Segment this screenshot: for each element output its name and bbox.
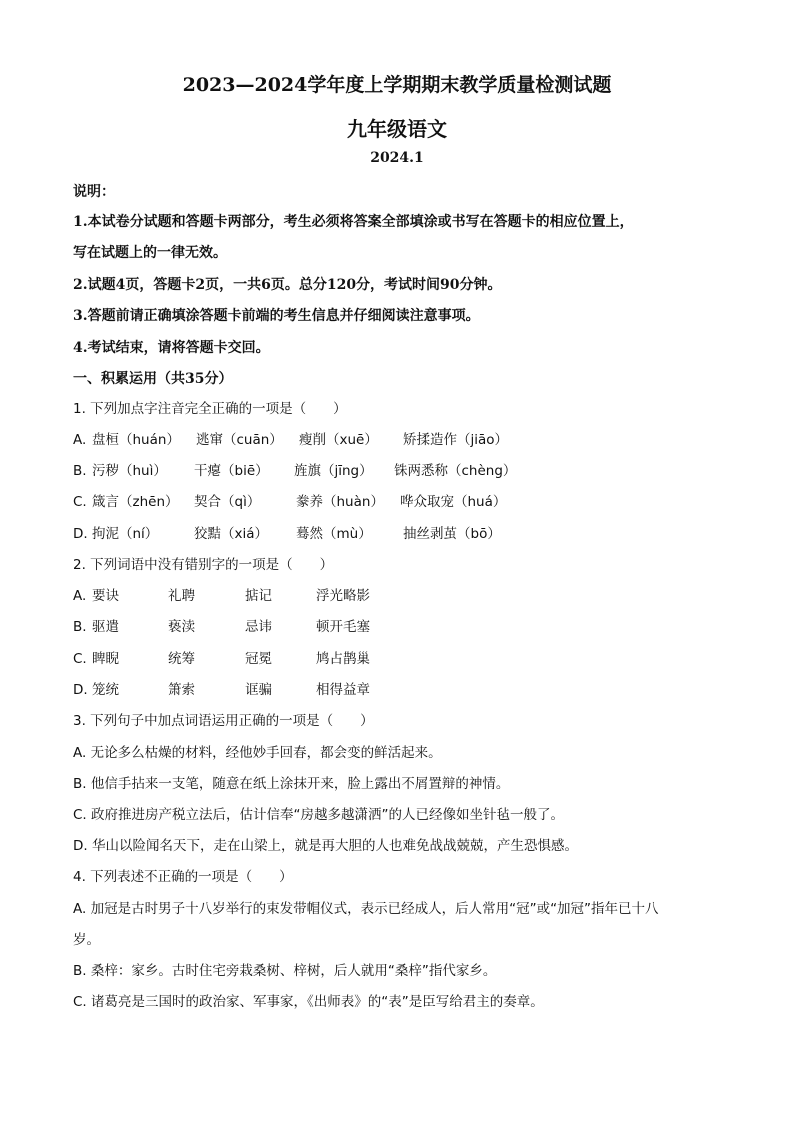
option-item: 箴言（zhēn） [92,494,179,510]
option-label: A. [73,432,87,448]
option-item: 驱遣 [92,619,119,635]
option-item: 箫索 [168,682,195,698]
note-line: 1.本试卷分试题和答题卡两部分，考生必须将答案全部填涂或书写在答题卡的相应位置上， [73,214,634,230]
option-item: 掂记 [245,588,272,604]
option-item: 浮光略影 [316,588,370,604]
option-label: B. [73,463,87,479]
question-2-stem: 2. 下列词语中没有错别字的一项是（ ） [73,557,334,573]
option-label: C. [73,494,87,510]
option-label: D. [73,526,88,542]
option-item: 矫揉造作（jiāo） [403,432,509,448]
note-line: 4.考试结束，请将答题卡交回。 [73,340,270,356]
option-item: 盘桓（huán） [92,432,180,448]
question-4-stem: 4. 下列表述不正确的一项是（ ） [73,869,293,885]
option-item: 旌旗（jīng） [294,463,373,479]
question-4-option-b: B. 桑梓：家乡。古时住宅旁栽桑树、梓树，后人就用“桑梓”指代家乡。 [73,963,497,979]
option-label: B. [73,619,87,635]
option-item: 契合（qì） [194,494,261,510]
option-item: 亵渎 [168,619,195,635]
question-3-option-d: D. 华山以险闻名天下，走在山梁上，就是再大胆的人也难免战战兢兢，产生恐惧感。 [73,838,578,854]
option-item: 要诀 [92,588,119,604]
option-label: C. [73,651,87,667]
note-line: 2.试题4页，答题卡2页，一共6页。总分120分，考试时间90分钟。 [73,277,502,293]
exam-title: 2023—2024学年度上学期期末教学质量检测试题 [182,74,612,96]
option-item: 礼聘 [168,588,195,604]
option-item: 统筹 [168,651,195,667]
option-item: 笼统 [92,682,119,698]
option-item: 拘泥（ní） [92,526,159,542]
exam-subject: 九年级语文 [347,117,447,141]
option-item: 豢养（huàn） [296,494,384,510]
exam-date: 2024.1 [370,150,424,166]
question-3-option-c: C. 政府推进房产税立法后，估计信奉“房越多越潇洒”的人已经像如坐针毡一般了。 [73,807,564,823]
question-3-option-a: A. 无论多么枯燥的材料，经他妙手回春，都会变的鲜活起来。 [73,745,442,761]
question-4-option-a: A. 加冠是古时男子十八岁举行的束发带帽仪式，表示已经成人，后人常用“冠”或“加冠”指年已十八 [73,901,659,917]
question-3-option-b: B. 他信手拈来一支笔，随意在纸上涂抹开来，脸上露出不屑置辩的神情。 [73,776,510,792]
option-item: 顿开毛塞 [316,619,370,635]
option-item: 哗众取宠（huá） [400,494,507,510]
option-item: 抽丝剥茧（bō） [403,526,501,542]
notes-heading: 说明： [73,184,115,200]
option-item: 忌讳 [245,619,272,635]
option-item: 干瘪（biē） [194,463,269,479]
note-line: 3.答题前请正确填涂答题卡前端的考生信息并仔细阅读注意事项。 [73,308,480,324]
option-item: 鸠占鹊巢 [316,651,370,667]
option-item: 狡黠（xiá） [194,526,269,542]
section-heading: 一、积累运用（共35分） [73,371,233,387]
question-1-stem: 1. 下列加点字注音完全正确的一项是（ ） [73,401,347,417]
option-item: 诓骗 [245,682,272,698]
option-item: 蓦然（mù） [296,526,372,542]
option-item: 逃窜（cuān） [196,432,283,448]
option-item: 铢两悉称（chèng） [394,463,517,479]
option-label: D. [73,682,88,698]
note-line: 写在试题上的一律无效。 [73,245,227,261]
option-label: A. [73,588,87,604]
option-item: 睥睨 [92,651,119,667]
question-4-option-c: C. 诸葛亮是三国时的政治家、军事家，《出师表》的“表”是臣写给君主的奏章。 [73,994,544,1010]
option-item: 冠冕 [245,651,272,667]
question-3-stem: 3. 下列句子中加点词语运用正确的一项是（ ） [73,713,374,729]
option-item: 污秽（huì） [92,463,167,479]
question-4-option-a-cont: 岁。 [73,932,100,948]
option-item: 瘦削（xuē） [299,432,378,448]
option-item: 相得益章 [316,682,370,698]
